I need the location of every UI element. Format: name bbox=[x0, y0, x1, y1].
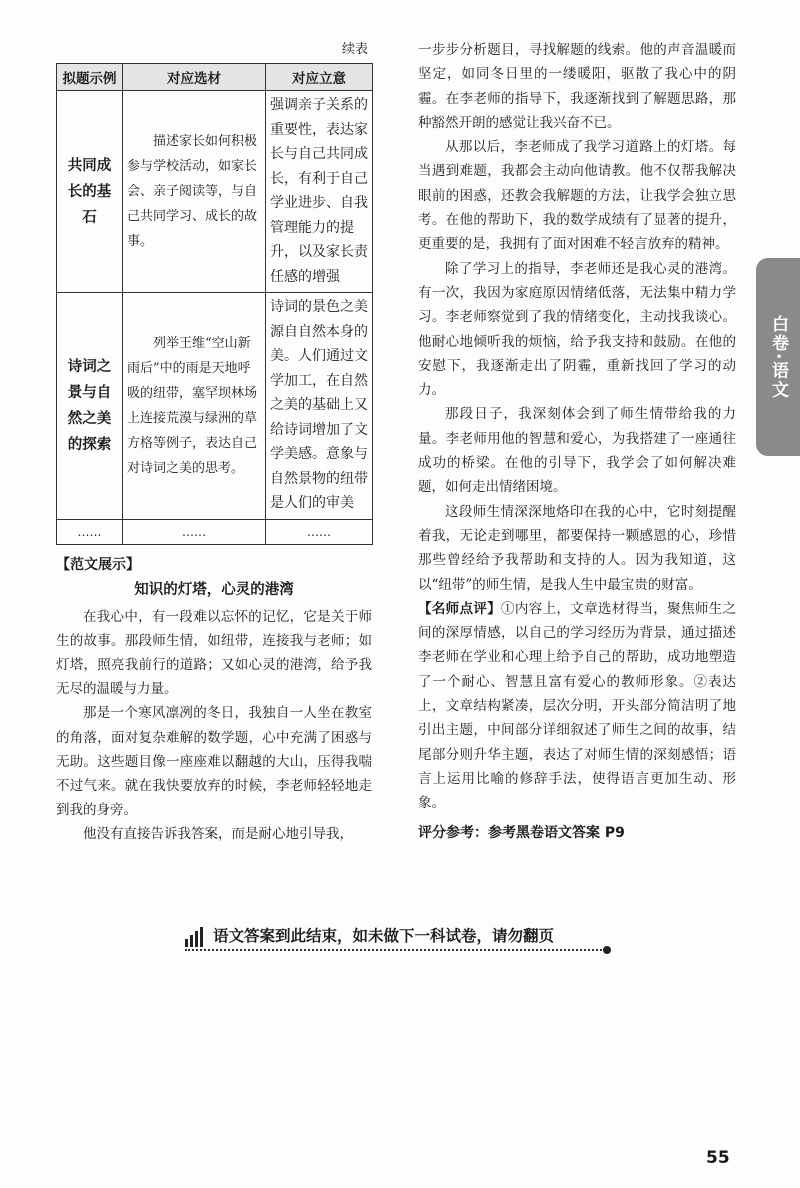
sample-tag: 【范文展示】 bbox=[56, 556, 140, 573]
table-header: 对应选材 bbox=[123, 64, 266, 91]
material-cell: 描述家长如何积极参与学校活动，如家长会、亲子阅读等，与自己共同学习、成长的故事。 bbox=[123, 91, 266, 293]
continued-label: 续表 bbox=[341, 42, 368, 57]
end-notice-text: 语文答案到此结束，如未做下一科试卷，请勿翻页 bbox=[213, 927, 555, 945]
topic-cell: 诗词之景与自然之美的探索 bbox=[57, 293, 123, 520]
essay-paragraph: 他没有直接告诉我答案，而是耐心地引导我， bbox=[83, 826, 353, 843]
essay-paragraph: 在我心中，有一段难以忘怀的记忆，它是关于师生的故事。那段师生情，如纽带，连接我与老师；如灯塔，照亮我前行的道路；又如心灵的港湾，给予我无尽的温暖与力量。 bbox=[56, 608, 372, 698]
dot-icon bbox=[603, 946, 611, 954]
essay-paragraph: 这段师生情深深地烙印在我的心中，它时刻提醒着我，无论走到哪里，都要保持一颗感恩的心，珍惜那些曾经给予我帮助和支持的人。因为我知道，这以“纽带”的师生情，是我人生中最宝贵的财富。 bbox=[418, 503, 736, 593]
table-header-row bbox=[57, 64, 373, 91]
bars-icon bbox=[185, 927, 205, 947]
comment-heading: 【名师点评】 bbox=[418, 600, 502, 617]
theme-cell: 强调亲子关系的重要性，表达家长与自己共同成长，有利于自己学业进步、自我管理能力的提升，以及家长责任感的增强 bbox=[266, 91, 373, 293]
ellipsis-cell: …… bbox=[123, 519, 266, 544]
table-row bbox=[57, 293, 373, 520]
table-row bbox=[57, 91, 373, 293]
ellipsis-cell: …… bbox=[57, 519, 123, 544]
theme-cell: 诗词的景色之美源自自然本身的美。人们通过文学加工，在自然之美的基础上又给诗词增加了文学美感。意象与自然景物的纽带是人们的审美 bbox=[266, 293, 373, 520]
essay-paragraph-continued: 一步步分析题目，寻找解题的线索。他的声音温暖而坚定，如同冬日里的一缕暖阳，驱散了我心中的阴霾。在李老师的指导下，我逐渐找到了解题思路，那种豁然开朗的感觉让我兴奋不已。 bbox=[418, 42, 736, 131]
teacher-comment bbox=[418, 597, 736, 816]
essay-paragraph: 那段日子，我深刻体会到了师生情带给我的力量。李老师用他的智慧和爱心，为我搭建了一座通往成功的桥梁。在他的引导下，我学会了如何解决难题，如何走出情绪困境。 bbox=[418, 406, 736, 496]
material-cell: 列举王维“空山新雨后”中的雨是天地呼吸的纽带，塞罕坝林场上连接荒漠与绿洲的草方格等例子，表达自己对诗词之美的思考。 bbox=[123, 293, 266, 520]
left-column bbox=[56, 38, 372, 847]
table-row-ellipsis bbox=[57, 519, 373, 544]
score-reference: 评分参考：参考黑卷语文答案 P9 bbox=[418, 824, 625, 841]
topic-table bbox=[56, 63, 373, 545]
end-notice bbox=[185, 925, 605, 951]
table-header: 对应立意 bbox=[266, 64, 373, 91]
comment-body: ①内容上，文章选材得当，聚焦师生之间的深厚情感，以自己的学习经历为背景，通过描述李老师在学业和心理上给予自己的帮助，成功地塑造了一个耐心、智慧且富有爱心的教师形象。②表达上，文章结构紧凑，层次分明，开头部分简洁明了地引出主题，中间部分详细叙述了师生之间的故事，结尾部分则升华主题，表达了对师生情的深刻感悟；语言上运用比喻的修辞手法，使得语言更加生动、形象。 bbox=[418, 600, 737, 812]
right-column bbox=[418, 38, 736, 842]
subject-side-tab: 白卷·语文 bbox=[756, 258, 800, 456]
topic-cell: 共同成长的基石 bbox=[57, 91, 123, 293]
essay-title: 知识的灯塔，心灵的港湾 bbox=[134, 581, 294, 598]
essay-paragraph: 那是一个寒风凛冽的冬日，我独自一人坐在教室的角落，面对复杂难解的数学题，心中充满了困惑与无助。这些题目像一座座难以翻越的大山，压得我喘不过气来。就在我快要放弃的时候，李老师轻轻地走到我的身旁。 bbox=[56, 705, 372, 819]
essay-paragraph: 从那以后，李老师成了我学习道路上的灯塔。每当遇到难题，我都会主动向他请教。他不仅帮我解决眼前的困惑，还教会我解题的方法，让我学会独立思考。在他的帮助下，我的数学成绩有了显著的提升，更重要的是，我拥有了面对困难不轻言放弃的精神。 bbox=[418, 139, 736, 253]
ellipsis-cell: …… bbox=[266, 519, 373, 544]
page-number: 55 bbox=[706, 1148, 730, 1168]
essay-paragraph: 除了学习上的指导，李老师还是我心灵的港湾。有一次，我因为家庭原因情绪低落，无法集中精力学习。李老师察觉到了我的情绪变化，主动找我谈心。他耐心地倾听我的烦恼，给予我支持和鼓励。在他的安慰下，我逐渐走出了阴霾，重新找回了学习的动力。 bbox=[418, 260, 736, 399]
table-header: 拟题示例 bbox=[57, 64, 123, 91]
